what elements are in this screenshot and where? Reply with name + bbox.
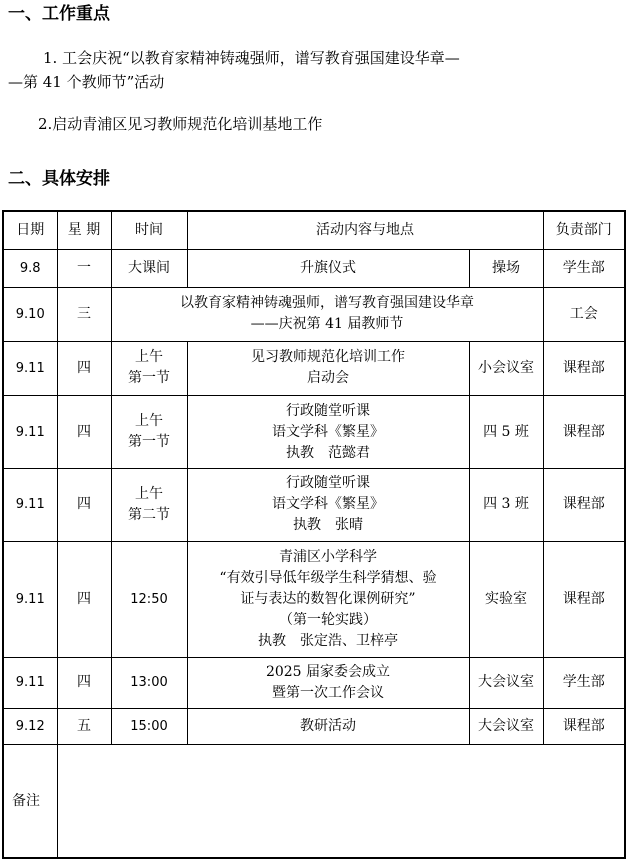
cell-time-line: 13:00: [130, 675, 168, 691]
cell-time-line: 上午: [135, 485, 163, 502]
cell-content: [187, 708, 469, 745]
cell-time-line: 15:00: [130, 718, 168, 734]
focus-item-1-line-1: 1. 工会庆祝“以教育家精神铸魂强师，谱写教育强国建设华章—: [43, 49, 460, 67]
cell-time-line: 第一节: [128, 370, 170, 387]
cell-time-line: 12:50: [130, 591, 168, 607]
cell-time-line: 第一节: [128, 434, 170, 451]
cell-date: 9.11: [3, 395, 57, 468]
table-row: [3, 341, 625, 395]
schedule-table: [2, 210, 626, 859]
cell-content: [111, 287, 543, 341]
cell-time-line: 上午: [135, 349, 163, 366]
cell-date: 9.11: [3, 657, 57, 708]
focus-item-1-line-2: —第 41 个教师节”活动: [8, 73, 165, 91]
table-header-row: [3, 211, 625, 250]
cell-weekday: 三: [57, 287, 111, 341]
header-dept: 负责部门: [543, 211, 625, 250]
table-row: [3, 541, 625, 657]
cell-place: 四 3 班: [469, 469, 543, 541]
cell-date: 9.12: [3, 708, 57, 745]
cell-weekday: 五: [57, 708, 111, 745]
cell-content-line: 以教育家精神铸魂强师，谱写教育强国建设华章: [180, 295, 474, 312]
cell-dept: 课程部: [543, 341, 625, 395]
cell-time: [111, 541, 187, 657]
focus-item-2: 2.启动青浦区见习教师规范化培训基地工作: [38, 115, 323, 133]
cell-content-line: 执教 张定浩、卫梓亭: [258, 632, 398, 649]
cell-date: 9.10: [3, 287, 57, 341]
header-time: 时间: [111, 211, 187, 250]
cell-time: [111, 469, 187, 541]
header-date: 日期: [3, 211, 57, 250]
cell-place: 小会议室: [469, 341, 543, 395]
cell-content-line: 执教 范懿君: [286, 444, 370, 461]
cell-place: 四 5 班: [469, 395, 543, 468]
cell-content: [187, 541, 469, 657]
section-heading-work-focus: 一、工作重点: [8, 4, 110, 24]
cell-weekday: 四: [57, 657, 111, 708]
cell-content: [187, 341, 469, 395]
cell-content-line: 语文学科《繁星》: [272, 423, 384, 440]
cell-date: 9.11: [3, 469, 57, 541]
note-label: 备注: [3, 745, 57, 858]
cell-time: [111, 395, 187, 468]
cell-content-line: 行政随堂听课: [286, 402, 370, 419]
cell-dept: 学生部: [543, 657, 625, 708]
header-content: 活动内容与地点: [187, 211, 543, 250]
table-row: [3, 250, 625, 288]
cell-place: 操场: [469, 250, 543, 288]
cell-time: [111, 657, 187, 708]
cell-content-line: （第一轮实践）: [279, 611, 377, 628]
cell-dept: 课程部: [543, 469, 625, 541]
cell-content: [187, 657, 469, 708]
section-heading-schedule: 二、具体安排: [8, 169, 110, 189]
cell-weekday: 四: [57, 469, 111, 541]
cell-content-line: 行政随堂听课: [286, 475, 370, 492]
cell-content-line: 启动会: [307, 370, 349, 387]
cell-content-line: 语文学科《繁星》: [272, 496, 384, 513]
cell-content-line: 见习教师规范化培训工作: [251, 349, 405, 366]
cell-dept: 课程部: [543, 708, 625, 745]
cell-content-line: 证与表达的数智化课例研究”: [240, 590, 416, 607]
cell-time: [111, 341, 187, 395]
cell-date: 9.11: [3, 341, 57, 395]
cell-content-line: 2025 届家委会成立: [265, 663, 391, 680]
cell-content: [187, 469, 469, 541]
header-weekday: 星 期: [57, 211, 111, 250]
cell-place: 大会议室: [469, 657, 543, 708]
cell-dept: 课程部: [543, 395, 625, 468]
cell-time-line: 上午: [135, 413, 163, 430]
cell-weekday: 四: [57, 395, 111, 468]
cell-place: 大会议室: [469, 708, 543, 745]
cell-content-line: “有效引导低年级学生科学猜想、验: [219, 569, 437, 586]
cell-content-line: 暨第一次工作会议: [272, 684, 384, 701]
note-value: [57, 745, 625, 858]
cell-content: [187, 250, 469, 288]
cell-time-line: 第二节: [128, 506, 170, 523]
table-row: [3, 287, 625, 341]
cell-time: [111, 250, 187, 288]
table-row: [3, 469, 625, 541]
table-row: [3, 708, 625, 745]
cell-weekday: 一: [57, 250, 111, 288]
cell-date: 9.11: [3, 541, 57, 657]
cell-dept: 课程部: [543, 541, 625, 657]
cell-dept: 学生部: [543, 250, 625, 288]
cell-content-line: 青浦区小学科学: [279, 548, 377, 565]
cell-content-line: ——庆祝第 41 届教师节: [250, 316, 404, 333]
note-row: [3, 745, 625, 858]
table-row: [3, 395, 625, 468]
cell-weekday: 四: [57, 341, 111, 395]
cell-place: 实验室: [469, 541, 543, 657]
cell-dept: 工会: [543, 287, 625, 341]
table-row: [3, 657, 625, 708]
cell-time: [111, 708, 187, 745]
cell-time-line: 大课间: [128, 260, 170, 277]
cell-date: 9.8: [3, 250, 57, 288]
cell-content-line: 升旗仪式: [300, 260, 356, 277]
cell-content: [187, 395, 469, 468]
cell-content-line: 教研活动: [300, 717, 356, 734]
cell-content-line: 执教 张晴: [293, 517, 363, 534]
cell-weekday: 四: [57, 541, 111, 657]
